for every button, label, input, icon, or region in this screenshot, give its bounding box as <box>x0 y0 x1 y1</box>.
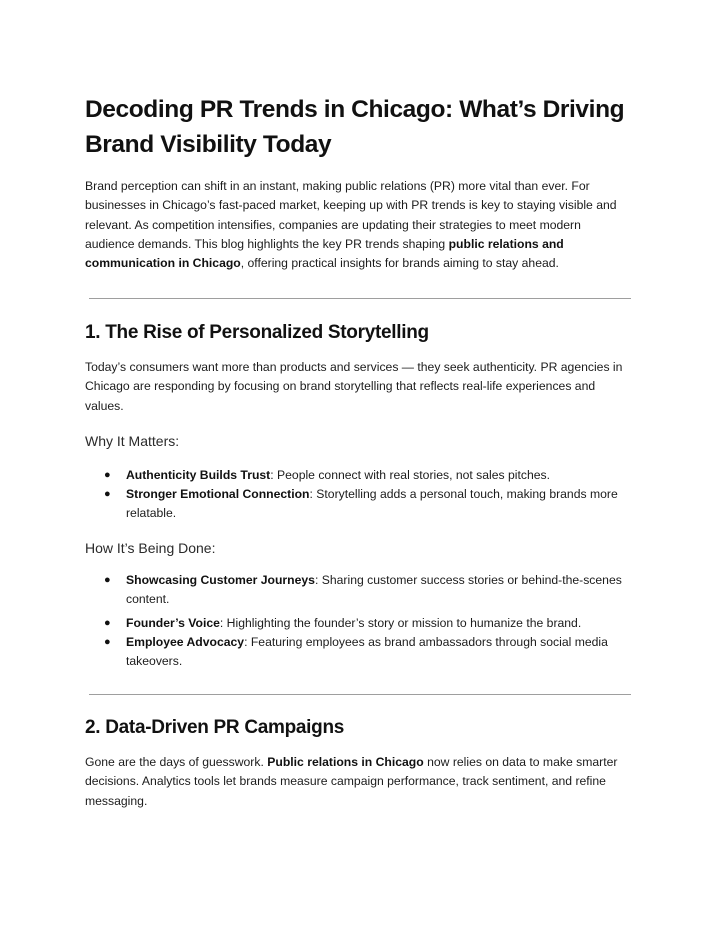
list-item <box>104 485 624 523</box>
intro-text: Brand perception can shift in an instant, making public relations (PR) more vital than ever. For businesses in Chicago’s fast-paced market, keeping up with PR trends is key to staying visible and relevant. As competition intensifies, companies are updating their strategies to meet modern audience demands. This blog highlights the key PR trends shaping <box>85 179 617 251</box>
intro-bold-keyword: public relations and communication in Chicago <box>85 236 564 271</box>
intro-text-end: , offering practical insights for brands aiming to stay ahead. <box>240 256 559 271</box>
section2-text-end: now relies on data to make smarter decisions. Analytics tools let brands measure campaign performance, track sentiment, and refine messaging. <box>85 755 618 808</box>
section2-text: Gone are the days of guesswork. <box>85 755 268 769</box>
section2-paragraph <box>85 753 633 811</box>
divider <box>89 298 631 299</box>
page-title: Decoding PR Trends in Chicago: What’s Driving Brand Visibility Today <box>85 96 625 158</box>
why-list <box>104 466 624 523</box>
intro-paragraph <box>85 177 633 273</box>
list-item <box>104 614 624 633</box>
section2-heading: 2. Data-Driven PR Campaigns <box>85 717 345 738</box>
list-item-text: : Featuring employees as brand ambassadors through social media takeovers. <box>126 635 608 668</box>
bullet-icon: ● <box>104 488 111 500</box>
section1-heading: 1. The Rise of Personalized Storytelling <box>85 322 429 343</box>
divider <box>89 694 631 695</box>
why-it-matters-heading: Why It Matters: <box>85 433 180 449</box>
how-its-being-done-heading: How It’s Being Done: <box>85 540 216 556</box>
list-item-text: : Highlighting the founder’s story or mission to humanize the brand. <box>219 616 582 630</box>
bullet-icon: ● <box>104 574 111 586</box>
list-item <box>104 571 624 609</box>
bullet-icon: ● <box>104 617 111 629</box>
list-item <box>104 466 624 485</box>
list-item-bold: Founder’s Voice <box>126 616 220 630</box>
list-item <box>104 633 624 671</box>
bullet-icon: ● <box>104 469 111 481</box>
list-item-text: : Sharing customer success stories or behind-the-scenes content. <box>126 573 622 606</box>
list-item-bold: Stronger Emotional Connection <box>126 487 310 501</box>
how-list <box>104 571 624 671</box>
bullet-icon: ● <box>104 636 111 648</box>
section1-paragraph: Today’s consumers want more than products and services — they seek authenticity. PR agencies in Chicago are responding by focusing on brand storytelling that reflects real-life experiences and values. <box>85 360 623 413</box>
list-item-text: : Storytelling adds a personal touch, making brands more relatable. <box>126 487 618 520</box>
section2-bold-keyword: Public relations in Chicago <box>267 755 424 769</box>
list-item-bold: Authenticity Builds Trust <box>126 468 271 482</box>
list-item-bold: Employee Advocacy <box>126 635 245 649</box>
list-item-text: : People connect with real stories, not sales pitches. <box>270 468 551 482</box>
list-item-bold: Showcasing Customer Journeys <box>126 573 315 587</box>
